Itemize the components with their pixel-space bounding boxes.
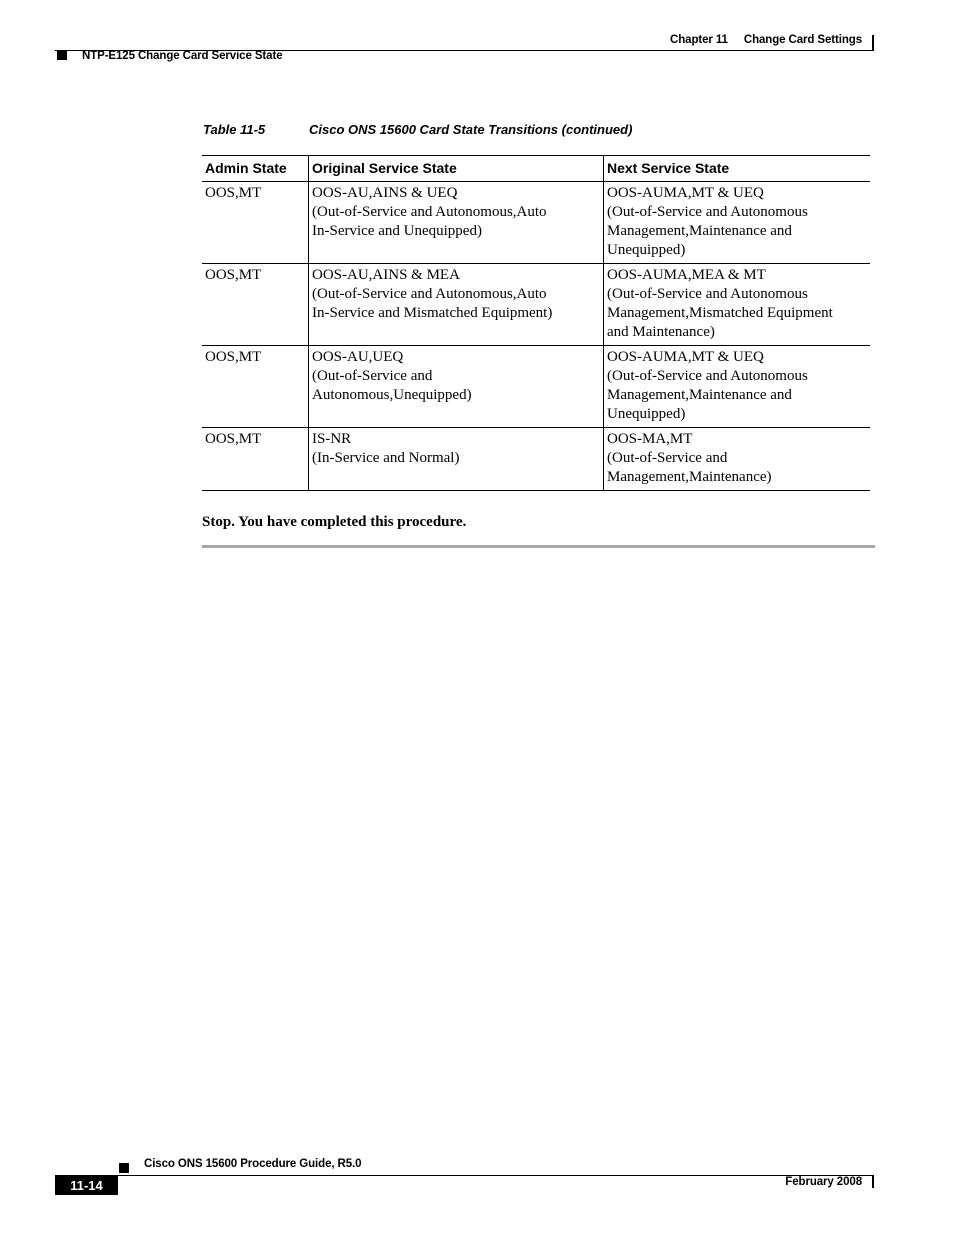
table-header-row: [202, 156, 870, 182]
cell-line: (In-Service and Normal): [312, 450, 460, 466]
publication-date: February 2008: [785, 1176, 862, 1188]
cell-line: and Maintenance): [607, 324, 715, 340]
admin-state-cell: OOS,MT: [202, 264, 309, 346]
cell-line: Management,Maintenance and: [607, 223, 792, 239]
cell-line: OOS-AUMA,MT & UEQ: [607, 349, 764, 365]
chapter-number: Chapter 11: [670, 34, 728, 46]
page-number: 11-14: [55, 1175, 118, 1195]
table-caption: [203, 122, 632, 137]
cell-line: Management,Mismatched Equipment: [607, 305, 833, 321]
cell-line: OOS-AU,AINS & UEQ: [312, 185, 458, 201]
original-state-cell: [309, 346, 604, 428]
procedure-end-rule: [202, 545, 875, 548]
cell-line: OOS-AU,UEQ: [312, 349, 404, 365]
admin-state-cell: OOS,MT: [202, 428, 309, 491]
column-header-original-service-state: Original Service State: [309, 156, 604, 182]
table-row: [202, 428, 870, 491]
cell-line: Unequipped): [607, 242, 686, 258]
cell-line: (Out-of-Service and Autonomous,Auto: [312, 204, 547, 220]
cell-line: (Out-of-Service and Autonomous: [607, 204, 808, 220]
table-row: [202, 182, 870, 264]
cell-line: Management,Maintenance): [607, 469, 772, 485]
procedure-complete-note: Stop. You have completed this procedure.: [202, 514, 467, 530]
cell-line: In-Service and Unequipped): [312, 223, 482, 239]
column-header-admin-state: Admin State: [202, 156, 309, 182]
footer-rule: [117, 1175, 874, 1176]
admin-state-cell: OOS,MT: [202, 346, 309, 428]
table-row: [202, 264, 870, 346]
cell-line: In-Service and Mismatched Equipment): [312, 305, 553, 321]
cell-line: (Out-of-Service and: [607, 450, 728, 466]
cell-line: IS-NR: [312, 431, 352, 447]
footer-vertical-bar: [872, 1175, 874, 1188]
cell-line: (Out-of-Service and: [312, 368, 433, 384]
next-state-cell: [604, 182, 871, 264]
original-state-cell: [309, 182, 604, 264]
table-row: [202, 346, 870, 428]
running-header-right: [670, 34, 862, 46]
cell-line: (Out-of-Service and Autonomous: [607, 368, 808, 384]
table-caption-title: Cisco ONS 15600 Card State Transitions (continued): [309, 122, 633, 137]
cell-line: (Out-of-Service and Autonomous,Auto: [312, 286, 547, 302]
cell-line: (Out-of-Service and Autonomous: [607, 286, 808, 302]
chapter-title: Change Card Settings: [743, 34, 862, 46]
admin-state-cell: OOS,MT: [202, 182, 309, 264]
cell-line: Unequipped): [607, 406, 686, 422]
guide-title: Cisco ONS 15600 Procedure Guide, R5.0: [144, 1158, 362, 1170]
cell-line: OOS-AUMA,MEA & MT: [607, 267, 766, 283]
section-title: NTP-E125 Change Card Service State: [82, 50, 283, 62]
table-caption-number: Table 11-5: [203, 122, 266, 137]
card-state-table: [202, 155, 870, 491]
original-state-cell: [309, 428, 604, 491]
cell-line: OOS-MA,MT: [607, 431, 693, 447]
header-marker: [57, 50, 67, 60]
next-state-cell: [604, 428, 871, 491]
cell-line: OOS-AU,AINS & MEA: [312, 267, 460, 283]
footer-marker: [119, 1163, 129, 1173]
cell-line: Management,Maintenance and: [607, 387, 792, 403]
cell-line: OOS-AUMA,MT & UEQ: [607, 185, 764, 201]
next-state-cell: [604, 346, 871, 428]
header-vertical-bar: [872, 35, 874, 50]
column-header-next-service-state: Next Service State: [604, 156, 871, 182]
cell-line: Autonomous,Unequipped): [312, 387, 472, 403]
original-state-cell: [309, 264, 604, 346]
next-state-cell: [604, 264, 871, 346]
